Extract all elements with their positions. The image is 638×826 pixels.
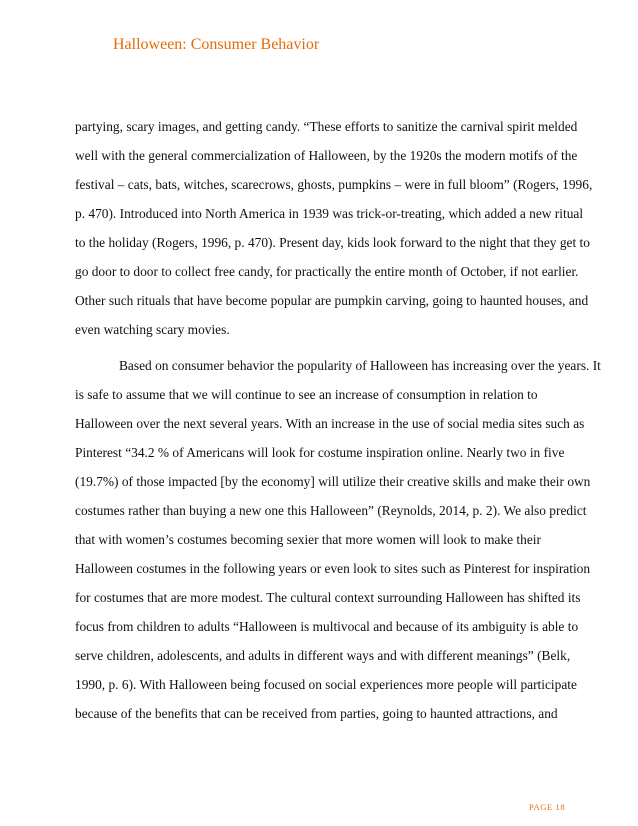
text-line: go door to door to collect free candy, for practically the entire month of October, if not earlier. xyxy=(75,264,579,279)
text-line: Pinterest “34.2 % of Americans will look for costume inspiration online. Nearly two in five xyxy=(75,445,565,460)
page-header-title: Halloween: Consumer Behavior xyxy=(113,36,320,53)
text-line: p. 470). Introduced into North America in 1939 was trick-or-treating, which added a new ritual xyxy=(75,206,584,221)
text-line: festival – cats, bats, witches, scarecrows, ghosts, pumpkins – were in full bloom” (Rogers, 1996, xyxy=(75,177,593,192)
text-line: costumes rather than buying a new one this Halloween” (Reynolds, 2014, p. 2). We also predict xyxy=(75,503,587,518)
text-line: Halloween costumes in the following years or even look to sites such as Pinterest for inspiration xyxy=(75,561,591,576)
text-line: for costumes that are more modest. The cultural context surrounding Halloween has shifted its xyxy=(75,590,581,605)
text-line: Based on consumer behavior the popularity of Halloween has increasing over the years. It xyxy=(119,358,601,373)
text-line: partying, scary images, and getting candy. “These efforts to sanitize the carnival spirit melded xyxy=(75,119,578,134)
text-line: (19.7%) of those impacted [by the economy] will utilize their creative skills and make their own xyxy=(75,474,591,489)
text-line: is safe to assume that we will continue to see an increase of consumption in relation to xyxy=(75,387,538,402)
page-number: PAGE 18 xyxy=(529,802,566,812)
text-line: because of the benefits that can be received from parties, going to haunted attractions, and xyxy=(75,706,558,721)
text-line: focus from children to adults “Halloween is multivocal and because of its ambiguity is able to xyxy=(75,619,579,634)
text-line: Other such rituals that have become popular are pumpkin carving, going to haunted houses, and xyxy=(75,293,589,308)
text-line: that with women’s costumes becoming sexier that more women will look to make their xyxy=(75,532,541,547)
text-line: even watching scary movies. xyxy=(75,322,230,337)
text-line: 1990, p. 6). With Halloween being focused on social experiences more people will participate xyxy=(75,677,577,692)
text-line: serve children, adolescents, and adults in different ways and with different meanings” (Belk, xyxy=(75,648,571,663)
text-line: well with the general commercialization of Halloween, by the 1920s the modern motifs of the xyxy=(75,148,578,163)
text-line: Halloween over the next several years. With an increase in the use of social media sites such as xyxy=(75,416,585,431)
text-line: to the holiday (Rogers, 1996, p. 470). Present day, kids look forward to the night that they get to xyxy=(75,235,590,250)
